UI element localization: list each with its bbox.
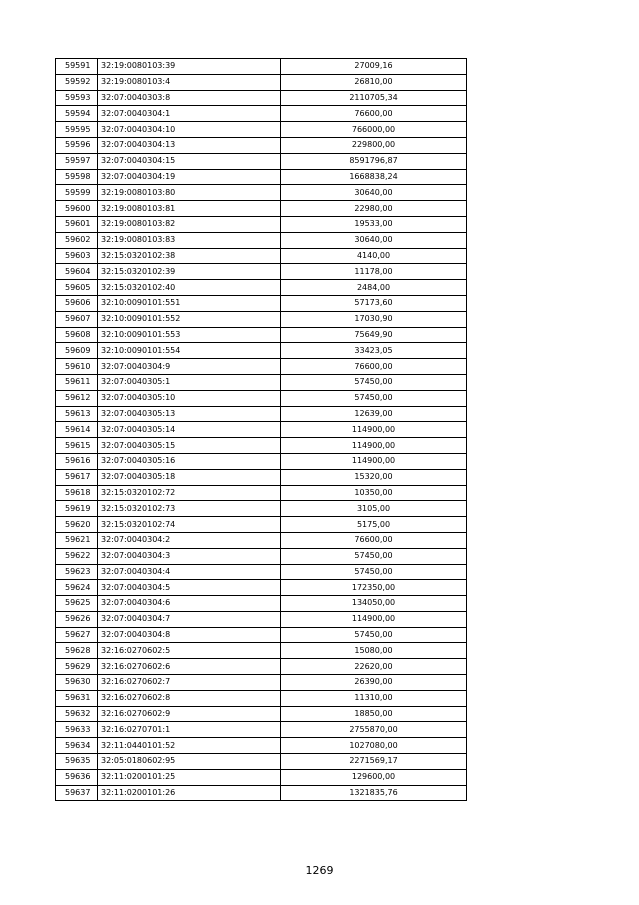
row-number-cell: 59628 bbox=[56, 643, 98, 659]
value-cell: 2484,00 bbox=[281, 280, 467, 296]
cadastral-number-cell: 32:07:0040304:15 bbox=[98, 153, 281, 169]
cadastral-number-cell: 32:19:0080103:4 bbox=[98, 74, 281, 90]
cadastral-number-cell: 32:16:0270602:7 bbox=[98, 675, 281, 691]
cadastral-number-cell: 32:15:0320102:74 bbox=[98, 517, 281, 533]
cadastral-number-cell: 32:07:0040304:3 bbox=[98, 548, 281, 564]
table-row bbox=[56, 643, 467, 659]
table-row bbox=[56, 485, 467, 501]
table-row bbox=[56, 453, 467, 469]
cadastral-number-cell: 32:16:0270602:8 bbox=[98, 690, 281, 706]
cadastral-number-cell: 32:11:0200101:25 bbox=[98, 769, 281, 785]
row-number-cell: 59597 bbox=[56, 153, 98, 169]
value-cell: 22620,00 bbox=[281, 659, 467, 675]
row-number-cell: 59627 bbox=[56, 627, 98, 643]
table-row bbox=[56, 232, 467, 248]
table-row bbox=[56, 59, 467, 75]
value-cell: 1668838,24 bbox=[281, 169, 467, 185]
row-number-cell: 59604 bbox=[56, 264, 98, 280]
data-table bbox=[55, 58, 467, 801]
table-row bbox=[56, 74, 467, 90]
cadastral-number-cell: 32:07:0040304:10 bbox=[98, 122, 281, 138]
table-row bbox=[56, 359, 467, 375]
cadastral-number-cell: 32:19:0080103:83 bbox=[98, 232, 281, 248]
cadastral-number-cell: 32:05:0180602:95 bbox=[98, 754, 281, 770]
value-cell: 18850,00 bbox=[281, 706, 467, 722]
value-cell: 1321835,76 bbox=[281, 785, 467, 801]
row-number-cell: 59602 bbox=[56, 232, 98, 248]
value-cell: 57450,00 bbox=[281, 564, 467, 580]
cadastral-number-cell: 32:10:0090101:551 bbox=[98, 295, 281, 311]
row-number-cell: 59622 bbox=[56, 548, 98, 564]
cadastral-number-cell: 32:19:0080103:82 bbox=[98, 216, 281, 232]
row-number-cell: 59624 bbox=[56, 580, 98, 596]
table-row bbox=[56, 517, 467, 533]
row-number-cell: 59630 bbox=[56, 675, 98, 691]
cadastral-number-cell: 32:15:0320102:39 bbox=[98, 264, 281, 280]
row-number-cell: 59608 bbox=[56, 327, 98, 343]
row-number-cell: 59607 bbox=[56, 311, 98, 327]
table-row bbox=[56, 675, 467, 691]
row-number-cell: 59609 bbox=[56, 343, 98, 359]
row-number-cell: 59599 bbox=[56, 185, 98, 201]
value-cell: 5175,00 bbox=[281, 517, 467, 533]
cadastral-number-cell: 32:07:0040304:9 bbox=[98, 359, 281, 375]
cadastral-number-cell: 32:10:0090101:554 bbox=[98, 343, 281, 359]
value-cell: 76600,00 bbox=[281, 359, 467, 375]
value-cell: 30640,00 bbox=[281, 232, 467, 248]
table-row bbox=[56, 390, 467, 406]
table-body bbox=[56, 59, 467, 801]
cadastral-number-cell: 32:15:0320102:73 bbox=[98, 501, 281, 517]
cadastral-number-cell: 32:16:0270602:6 bbox=[98, 659, 281, 675]
row-number-cell: 59601 bbox=[56, 216, 98, 232]
value-cell: 17030,90 bbox=[281, 311, 467, 327]
row-number-cell: 59626 bbox=[56, 611, 98, 627]
value-cell: 19533,00 bbox=[281, 216, 467, 232]
value-cell: 114900,00 bbox=[281, 438, 467, 454]
value-cell: 114900,00 bbox=[281, 611, 467, 627]
row-number-cell: 59592 bbox=[56, 74, 98, 90]
row-number-cell: 59617 bbox=[56, 469, 98, 485]
row-number-cell: 59632 bbox=[56, 706, 98, 722]
row-number-cell: 59611 bbox=[56, 374, 98, 390]
table-row bbox=[56, 280, 467, 296]
cadastral-number-cell: 32:07:0040305:10 bbox=[98, 390, 281, 406]
table-row bbox=[56, 106, 467, 122]
row-number-cell: 59616 bbox=[56, 453, 98, 469]
cadastral-number-cell: 32:15:0320102:40 bbox=[98, 280, 281, 296]
table-row bbox=[56, 596, 467, 612]
cadastral-number-cell: 32:07:0040304:7 bbox=[98, 611, 281, 627]
cadastral-number-cell: 32:15:0320102:38 bbox=[98, 248, 281, 264]
row-number-cell: 59605 bbox=[56, 280, 98, 296]
table-row bbox=[56, 169, 467, 185]
row-number-cell: 59619 bbox=[56, 501, 98, 517]
value-cell: 27009,16 bbox=[281, 59, 467, 75]
value-cell: 22980,00 bbox=[281, 201, 467, 217]
cadastral-number-cell: 32:11:0200101:26 bbox=[98, 785, 281, 801]
cadastral-number-cell: 32:07:0040304:5 bbox=[98, 580, 281, 596]
row-number-cell: 59612 bbox=[56, 390, 98, 406]
table-row bbox=[56, 722, 467, 738]
value-cell: 8591796,87 bbox=[281, 153, 467, 169]
cadastral-number-cell: 32:10:0090101:553 bbox=[98, 327, 281, 343]
cadastral-number-cell: 32:07:0040305:15 bbox=[98, 438, 281, 454]
value-cell: 4140,00 bbox=[281, 248, 467, 264]
row-number-cell: 59621 bbox=[56, 532, 98, 548]
row-number-cell: 59613 bbox=[56, 406, 98, 422]
row-number-cell: 59629 bbox=[56, 659, 98, 675]
value-cell: 57450,00 bbox=[281, 374, 467, 390]
value-cell: 75649,90 bbox=[281, 327, 467, 343]
value-cell: 114900,00 bbox=[281, 453, 467, 469]
value-cell: 33423,05 bbox=[281, 343, 467, 359]
value-cell: 134050,00 bbox=[281, 596, 467, 612]
page-number: 1269 bbox=[305, 864, 334, 877]
table-row bbox=[56, 327, 467, 343]
value-cell: 57173,60 bbox=[281, 295, 467, 311]
cadastral-number-cell: 32:07:0040304:4 bbox=[98, 564, 281, 580]
table-row bbox=[56, 248, 467, 264]
value-cell: 2110705,34 bbox=[281, 90, 467, 106]
cadastral-number-cell: 32:07:0040305:14 bbox=[98, 422, 281, 438]
value-cell: 57450,00 bbox=[281, 390, 467, 406]
row-number-cell: 59600 bbox=[56, 201, 98, 217]
row-number-cell: 59603 bbox=[56, 248, 98, 264]
cadastral-number-cell: 32:16:0270602:9 bbox=[98, 706, 281, 722]
table-row bbox=[56, 122, 467, 138]
table-row bbox=[56, 422, 467, 438]
value-cell: 114900,00 bbox=[281, 422, 467, 438]
value-cell: 766000,00 bbox=[281, 122, 467, 138]
cadastral-number-cell: 32:07:0040304:8 bbox=[98, 627, 281, 643]
value-cell: 11178,00 bbox=[281, 264, 467, 280]
table-row bbox=[56, 311, 467, 327]
cadastral-number-cell: 32:16:0270602:5 bbox=[98, 643, 281, 659]
cadastral-number-cell: 32:19:0080103:80 bbox=[98, 185, 281, 201]
table-row bbox=[56, 406, 467, 422]
row-number-cell: 59618 bbox=[56, 485, 98, 501]
value-cell: 229800,00 bbox=[281, 137, 467, 153]
cadastral-number-cell: 32:07:0040304:6 bbox=[98, 596, 281, 612]
cadastral-number-cell: 32:07:0040305:13 bbox=[98, 406, 281, 422]
table-row bbox=[56, 295, 467, 311]
value-cell: 26390,00 bbox=[281, 675, 467, 691]
row-number-cell: 59593 bbox=[56, 90, 98, 106]
row-number-cell: 59633 bbox=[56, 722, 98, 738]
value-cell: 30640,00 bbox=[281, 185, 467, 201]
value-cell: 57450,00 bbox=[281, 548, 467, 564]
table-row bbox=[56, 469, 467, 485]
value-cell: 129600,00 bbox=[281, 769, 467, 785]
cadastral-number-cell: 32:07:0040304:13 bbox=[98, 137, 281, 153]
value-cell: 172350,00 bbox=[281, 580, 467, 596]
row-number-cell: 59606 bbox=[56, 295, 98, 311]
cadastral-number-cell: 32:07:0040304:19 bbox=[98, 169, 281, 185]
cadastral-number-cell: 32:07:0040305:1 bbox=[98, 374, 281, 390]
table-row bbox=[56, 438, 467, 454]
table-row bbox=[56, 216, 467, 232]
row-number-cell: 59598 bbox=[56, 169, 98, 185]
cadastral-number-cell: 32:07:0040304:2 bbox=[98, 532, 281, 548]
value-cell: 76600,00 bbox=[281, 532, 467, 548]
table-row bbox=[56, 659, 467, 675]
table-row bbox=[56, 201, 467, 217]
table-row bbox=[56, 769, 467, 785]
table-row bbox=[56, 90, 467, 106]
cadastral-number-cell: 32:10:0090101:552 bbox=[98, 311, 281, 327]
table-row bbox=[56, 185, 467, 201]
table-row bbox=[56, 706, 467, 722]
value-cell: 57450,00 bbox=[281, 627, 467, 643]
row-number-cell: 59634 bbox=[56, 738, 98, 754]
table-row bbox=[56, 785, 467, 801]
row-number-cell: 59636 bbox=[56, 769, 98, 785]
cadastral-number-cell: 32:07:0040305:18 bbox=[98, 469, 281, 485]
table-row bbox=[56, 264, 467, 280]
row-number-cell: 59620 bbox=[56, 517, 98, 533]
row-number-cell: 59623 bbox=[56, 564, 98, 580]
table-row bbox=[56, 611, 467, 627]
table-row bbox=[56, 580, 467, 596]
value-cell: 26810,00 bbox=[281, 74, 467, 90]
table-row bbox=[56, 627, 467, 643]
value-cell: 3105,00 bbox=[281, 501, 467, 517]
row-number-cell: 59637 bbox=[56, 785, 98, 801]
row-number-cell: 59594 bbox=[56, 106, 98, 122]
row-number-cell: 59615 bbox=[56, 438, 98, 454]
value-cell: 15080,00 bbox=[281, 643, 467, 659]
value-cell: 1027080,00 bbox=[281, 738, 467, 754]
row-number-cell: 59614 bbox=[56, 422, 98, 438]
table-row bbox=[56, 501, 467, 517]
cadastral-number-cell: 32:16:0270701:1 bbox=[98, 722, 281, 738]
table-row bbox=[56, 548, 467, 564]
cadastral-number-cell: 32:07:0040304:1 bbox=[98, 106, 281, 122]
cadastral-number-cell: 32:07:0040303:8 bbox=[98, 90, 281, 106]
row-number-cell: 59610 bbox=[56, 359, 98, 375]
value-cell: 12639,00 bbox=[281, 406, 467, 422]
value-cell: 15320,00 bbox=[281, 469, 467, 485]
cadastral-number-cell: 32:11:0440101:52 bbox=[98, 738, 281, 754]
row-number-cell: 59591 bbox=[56, 59, 98, 75]
row-number-cell: 59595 bbox=[56, 122, 98, 138]
table-row bbox=[56, 532, 467, 548]
table-row bbox=[56, 690, 467, 706]
table-row bbox=[56, 754, 467, 770]
table-row bbox=[56, 343, 467, 359]
table-row bbox=[56, 137, 467, 153]
table-row bbox=[56, 738, 467, 754]
cadastral-number-cell: 32:19:0080103:81 bbox=[98, 201, 281, 217]
value-cell: 76600,00 bbox=[281, 106, 467, 122]
table-row bbox=[56, 374, 467, 390]
cadastral-number-cell: 32:07:0040305:16 bbox=[98, 453, 281, 469]
row-number-cell: 59635 bbox=[56, 754, 98, 770]
value-cell: 2271569,17 bbox=[281, 754, 467, 770]
table-row bbox=[56, 564, 467, 580]
table-row bbox=[56, 153, 467, 169]
value-cell: 10350,00 bbox=[281, 485, 467, 501]
value-cell: 2755870,00 bbox=[281, 722, 467, 738]
cadastral-number-cell: 32:19:0080103:39 bbox=[98, 59, 281, 75]
row-number-cell: 59625 bbox=[56, 596, 98, 612]
row-number-cell: 59631 bbox=[56, 690, 98, 706]
cadastral-number-cell: 32:15:0320102:72 bbox=[98, 485, 281, 501]
row-number-cell: 59596 bbox=[56, 137, 98, 153]
value-cell: 11310,00 bbox=[281, 690, 467, 706]
